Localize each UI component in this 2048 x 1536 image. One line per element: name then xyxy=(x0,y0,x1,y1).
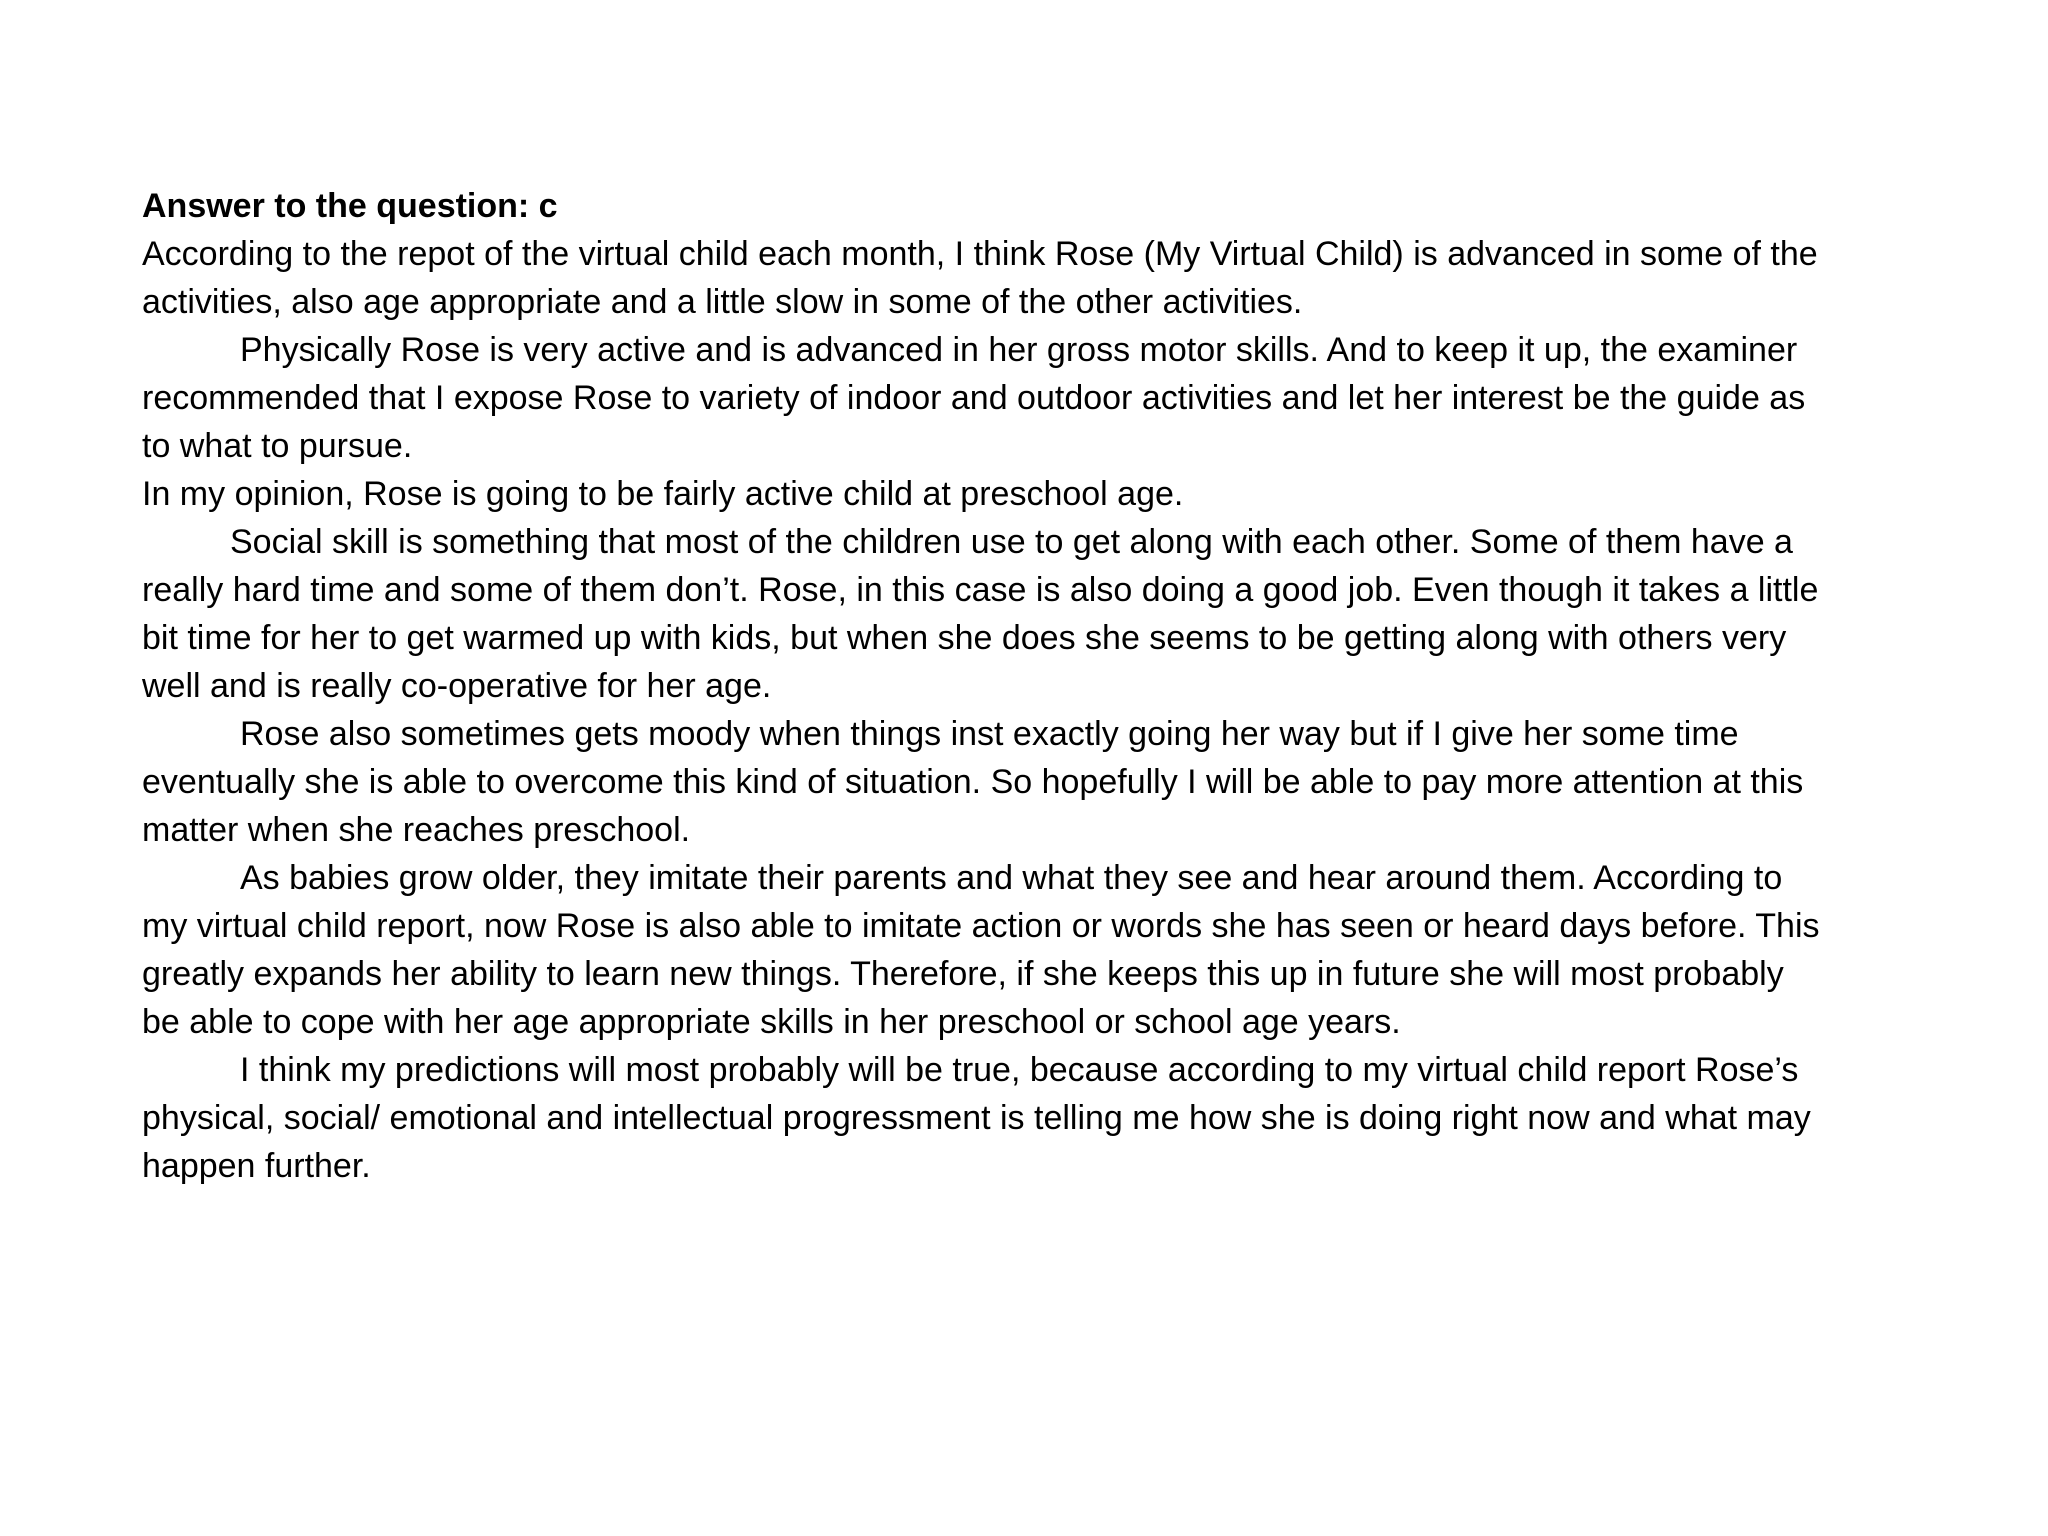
paragraph-line: matter when she reaches preschool. xyxy=(142,811,691,849)
paragraph-line: According to the repot of the virtual child each month, I think Rose (My Virtual Child) is advanced in some of the xyxy=(142,235,1818,273)
paragraph-line: physical, social/ emotional and intellectual progressment is telling me how she is doing right now and what may xyxy=(142,1099,1811,1137)
paragraph-line: activities, also age appropriate and a little slow in some of the other activities. xyxy=(142,283,1303,321)
paragraph-line: my virtual child report, now Rose is also able to imitate action or words she has seen or heard days before. This xyxy=(142,907,1820,945)
paragraph-line: Physically Rose is very active and is advanced in her gross motor skills. And to keep it up, the examiner xyxy=(240,331,1798,369)
paragraph-line: to what to pursue. xyxy=(142,427,413,465)
paragraph-line: I think my predictions will most probably will be true, because according to my virtual child report Rose’s xyxy=(240,1051,1799,1089)
paragraph-line: be able to cope with her age appropriate skills in her preschool or school age years. xyxy=(142,1003,1401,1041)
paragraph-line: As babies grow older, they imitate their parents and what they see and hear around them. According to xyxy=(240,859,1783,897)
paragraph-line: well and is really co-operative for her age. xyxy=(142,667,772,705)
paragraph-line: greatly expands her ability to learn new things. Therefore, if she keeps this up in future she will most probably xyxy=(142,955,1784,993)
answer-text-block xyxy=(142,182,2002,1190)
answer-heading: Answer to the question: c xyxy=(142,187,558,225)
paragraph-line: eventually she is able to overcome this kind of situation. So hopefully I will be able to pay more attention at this xyxy=(142,763,1804,801)
paragraph-line: Rose also sometimes gets moody when things inst exactly going her way but if I give her some time xyxy=(240,715,1739,753)
paragraph-line: really hard time and some of them don’t. Rose, in this case is also doing a good job. Even though it takes a little xyxy=(142,571,1819,609)
paragraph-line: Social skill is something that most of the children use to get along with each other. Some of them have a xyxy=(230,523,1793,561)
paragraph-line: recommended that I expose Rose to variety of indoor and outdoor activities and let her interest be the guide as xyxy=(142,379,1806,417)
paragraph-line: In my opinion, Rose is going to be fairly active child at preschool age. xyxy=(142,475,1184,513)
paragraph-line: bit time for her to get warmed up with kids, but when she does she seems to be getting along with others very xyxy=(142,619,1787,657)
paragraph-line: happen further. xyxy=(142,1147,371,1185)
